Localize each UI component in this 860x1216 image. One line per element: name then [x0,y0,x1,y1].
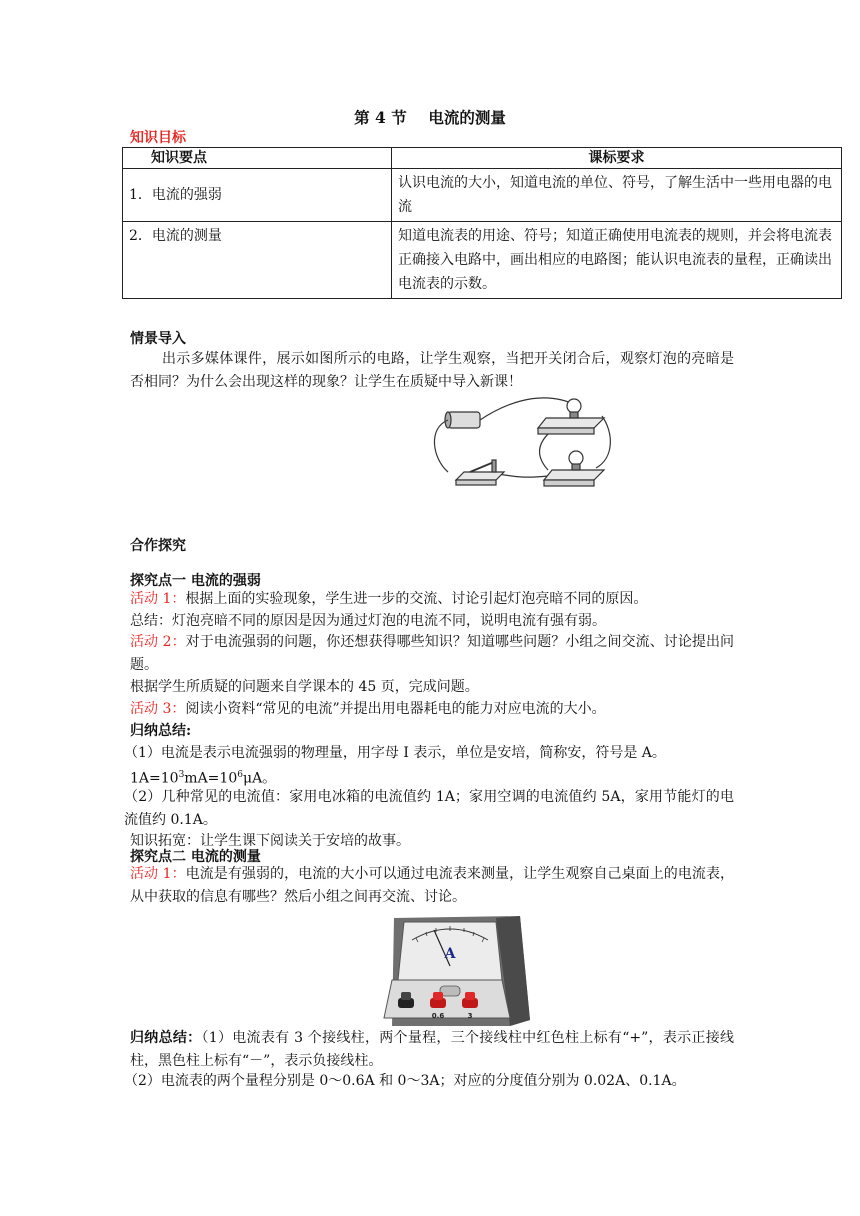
activity-label: 活动 2： [130,634,186,650]
intro-paragraph: 出示多媒体课件，展示如图所示的电路，让学生观察，当把开关闭合后，观察灯泡的亮暗是否相同？为什么会出现这样的现象？让学生在质疑中导入新课！ [130,351,734,390]
activity-label: 活动 3： [130,701,186,717]
table-cell-point: 2．电流的测量 [123,222,392,299]
switch-icon [456,472,504,480]
induction-text: （1）电流表有 3 个接线柱，两个量程，三个接线柱中红色柱上标有“+”，表示正接线柱，黑色柱上标有“－”，表示负接线柱。 [130,1030,735,1069]
terminal-label: 0.6 [431,1012,445,1020]
point1-self-study: 根据学生所质疑的问题来自学课本的 45 页，完成问题。 [130,679,479,695]
table-header-cell: 知识要点 [123,148,392,169]
table-cell-requirement: 认识电流的大小，知道电流的单位、符号，了解生活中一些用电器的电流 [392,169,842,222]
intro-heading: 情景导入 [130,331,186,347]
units-text: mA=10 [184,770,238,787]
activity-label: 活动 1： [130,591,186,607]
circuit-figure [428,388,614,494]
table-row [123,169,842,222]
point1-extension: 知识拓宽：让学生课下阅读关于安培的故事。 [130,833,410,849]
lamp-base-2 [544,470,604,480]
point1-summary: 总结：灯泡亮暗不同的原因是因为通过灯泡的电流不同，说明电流有强有弱。 [130,613,606,629]
point1-item2: （2）几种常见的电流值：家用电冰箱的电流值约 1A；家用空调的电流值约 5A，家用节能灯的电流值约 0.1A。 [124,789,734,828]
dial-symbol: A [444,946,456,962]
bulb-icon [567,399,581,413]
units-text: 1A=10 [130,770,179,787]
battery-icon [448,412,480,428]
point1-activity1 [130,588,750,610]
units-text: μA。 [242,770,277,787]
table-cell-requirement: 知道电流表的用途、符号；知道正确使用电流表的规则，并会将电流表正确接入电路中，画出相应的电路图；能认识电流表的量程，正确读出电流表的示数。 [392,222,842,299]
point2-item2: （2）电流表的两个量程分别是 0～0.6A 和 0～3A；对应的分度值分别为 0.02A、0.1A。 [124,1073,686,1089]
explore-heading: 合作探究 [130,538,186,554]
point1-activity2 [130,631,734,676]
lamp-base-1 [538,418,604,428]
table-header-row [123,148,842,169]
point2-activity1 [130,863,734,908]
point2-heading: 探究点二 电流的测量 [130,849,261,865]
page-title: 第 4 节 电流的测量 [354,108,506,127]
point2-induction [130,1027,734,1072]
point1-heading: 探究点一 电流的强弱 [130,573,261,589]
table-cell-point: 1．电流的强弱 [123,169,392,222]
goals-table [122,147,842,299]
terminal-label: 3 [467,1012,473,1020]
point1-induction-label: 归纳总结: [130,723,192,739]
induction-label: 归纳总结： [130,1030,202,1046]
units-exponent: 3 [178,770,185,780]
table-header-cell: 课标要求 [392,148,842,169]
activity-text: 对于电流强弱的问题，你还想获得哪些知识？知道哪些问题？小组之间交流、讨论提出问题。 [130,634,735,673]
activity-label: 活动 1： [130,866,186,882]
point1-item1: （1）电流是表示电流强弱的物理量，用字母 I 表示，单位是安培，简称安，符号是 A。 [124,745,666,761]
activity-text: 根据上面的实验现象，学生进一步的交流、讨论引起灯泡亮暗不同的原因。 [185,591,648,607]
activity-text: 阅读小资料“常见的电流”并提出用电器耗电的能力对应电流的大小。 [185,701,606,717]
bulb-icon [569,451,583,465]
ammeter-figure [370,910,532,1028]
point1-activity3 [130,698,750,720]
activity-text: 电流是有强弱的，电流的大小可以通过电流表来测量，让学生观察自己桌面上的电流表，从中获取的信息有哪些？然后小组之间再交流、讨论。 [130,866,735,905]
goals-label: 知识目标 [130,130,186,146]
table-row [123,222,842,299]
units-exponent: 6 [237,770,243,780]
